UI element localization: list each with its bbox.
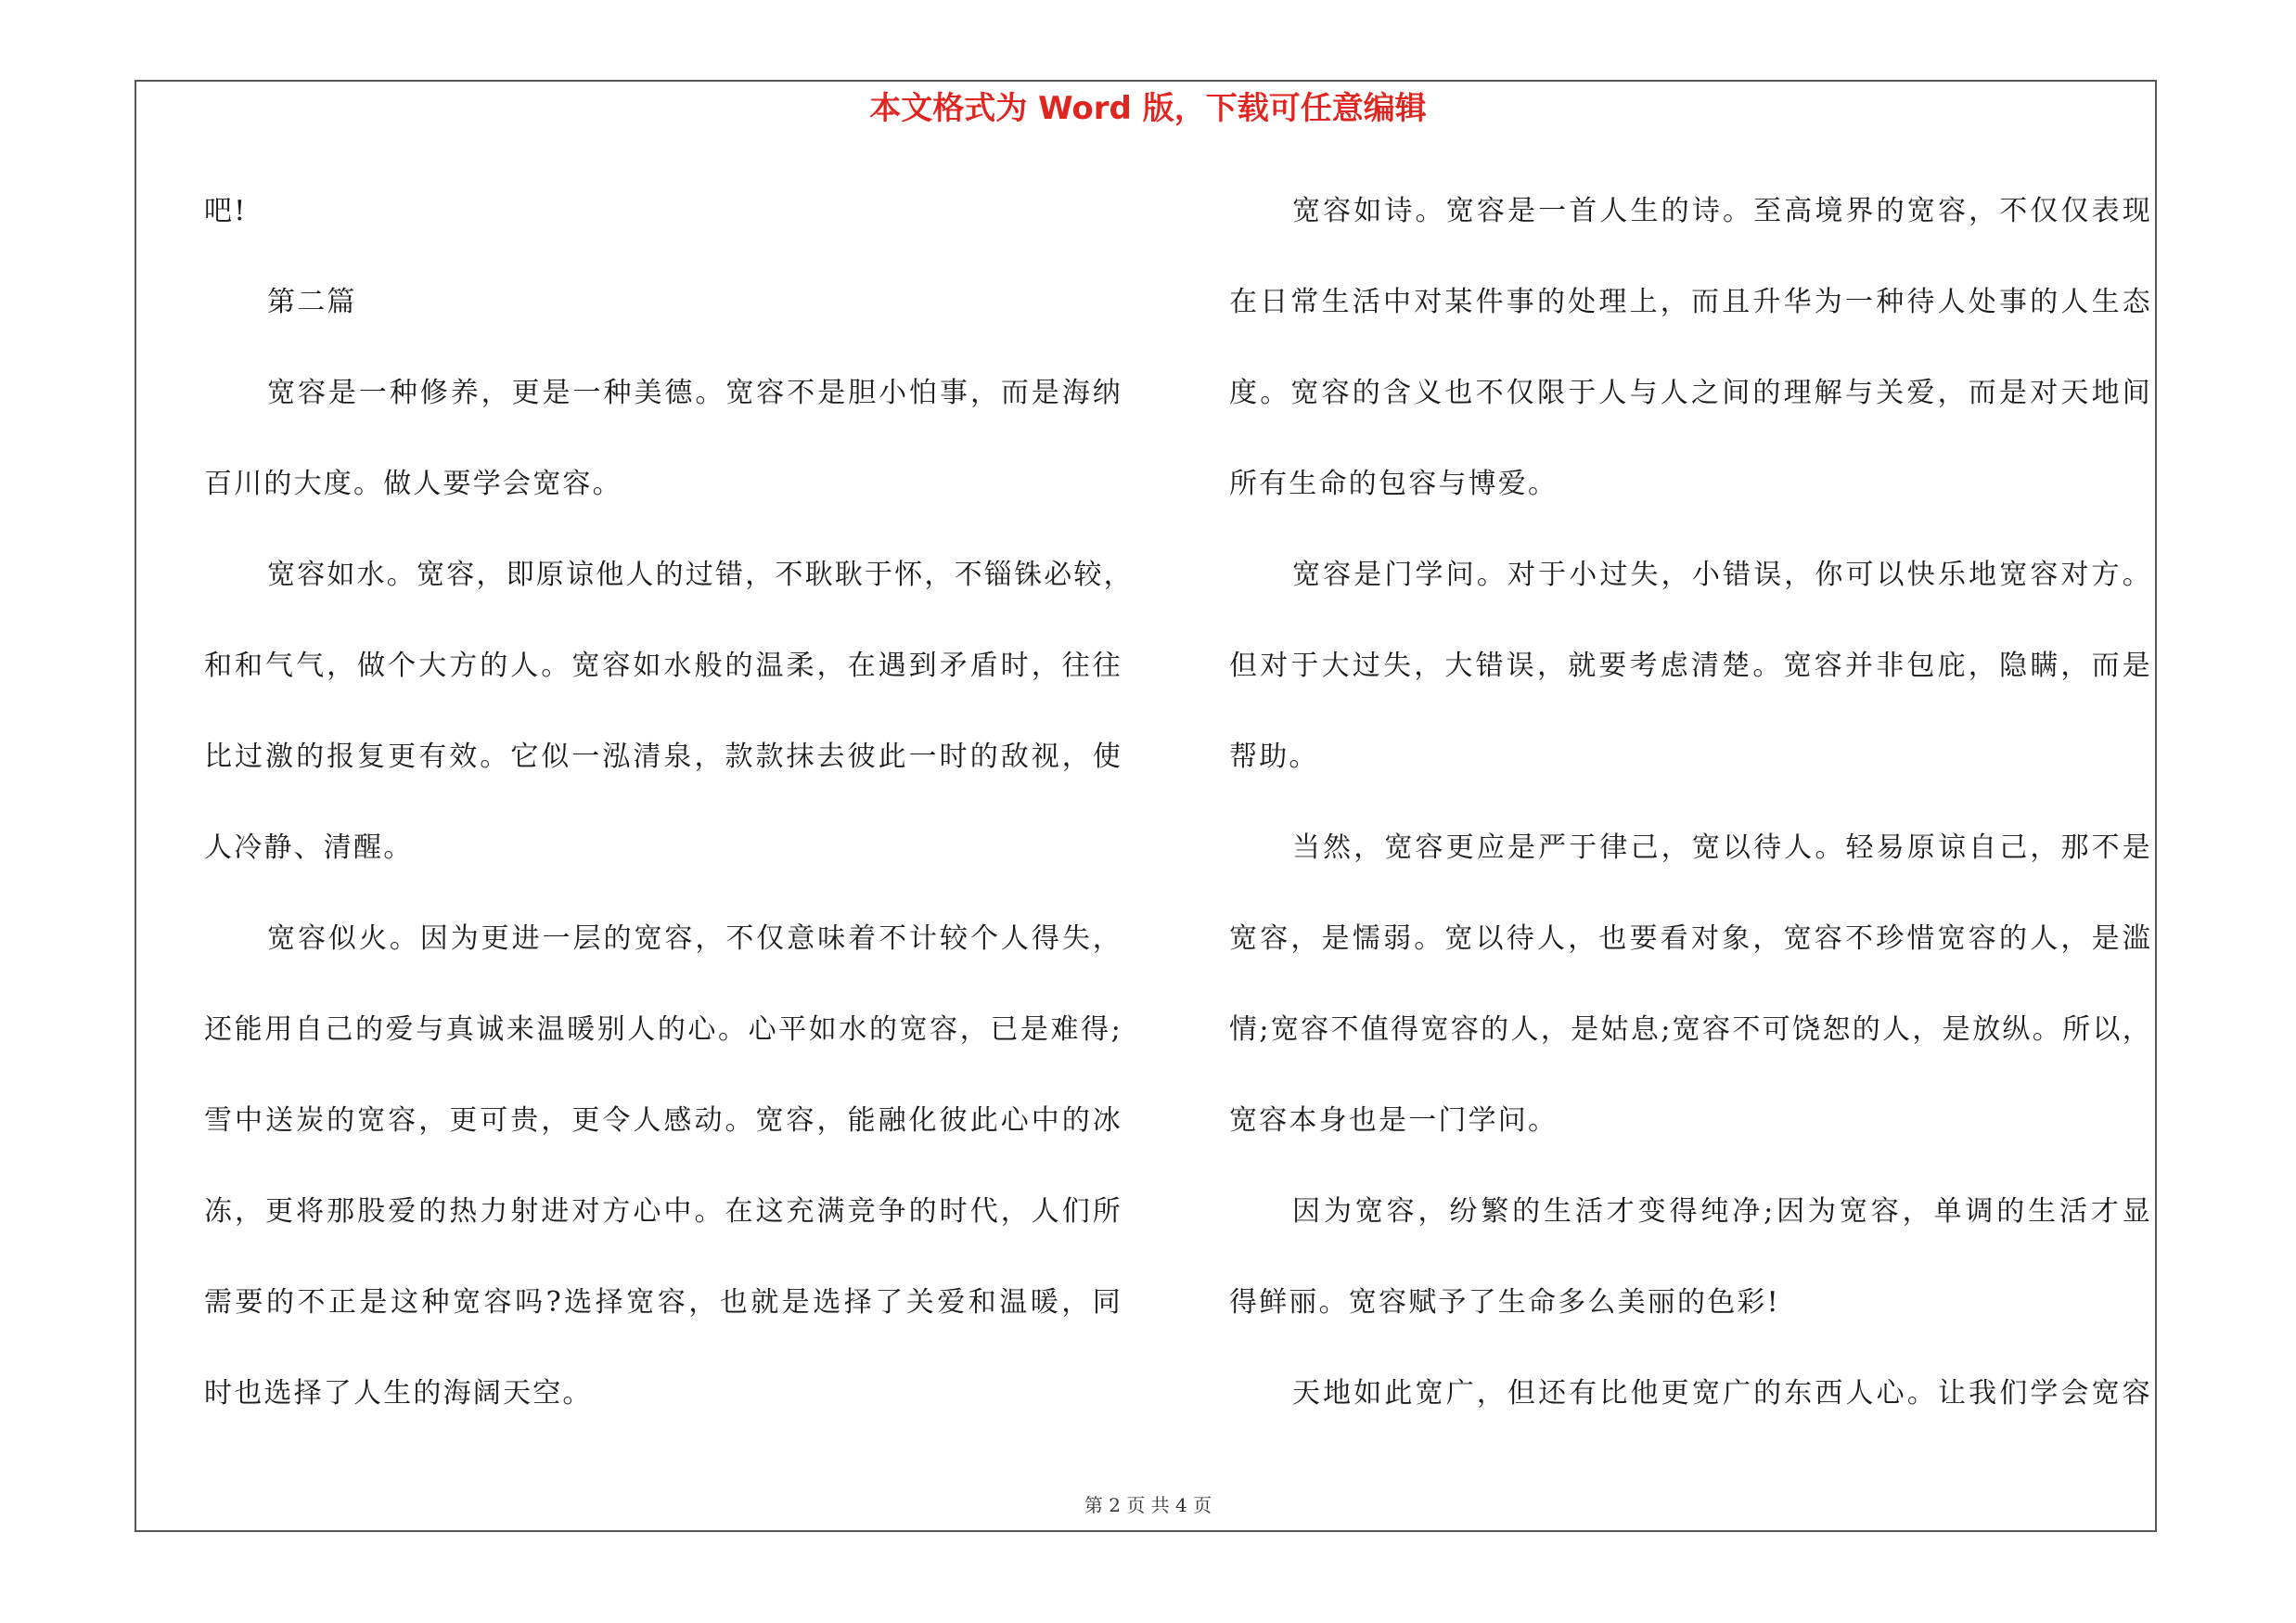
text-line: 还能用自己的爱与真诚来温暖别人的心。心平如水的宽容，已是难得; bbox=[204, 1013, 1122, 1046]
text-line: 度。宽容的含义也不仅限于人与人之间的理解与关爱，而是对天地间 bbox=[1229, 377, 2152, 409]
text-line: 天地如此宽广，但还有比他更宽广的东西人心。让我们学会宽容 bbox=[1292, 1377, 2152, 1410]
text-line: 当然，宽容更应是严于律己，宽以待人。轻易原谅自己，那不是 bbox=[1292, 831, 2152, 864]
format-banner: 本文格式为 Word 版，下载可任意编辑 bbox=[869, 90, 1427, 127]
text-line: 但对于大过失，大错误，就要考虑清楚。宽容并非包庇，隐瞒，而是 bbox=[1229, 650, 2152, 682]
page-number: 第 2 页 共 4 页 bbox=[1084, 1494, 1212, 1516]
text-line: 和和气气，做个大方的人。宽容如水般的温柔，在遇到矛盾时，往往 bbox=[204, 650, 1122, 682]
text-line: 所有生命的包容与博爱。 bbox=[1229, 468, 1558, 500]
right-column bbox=[1229, 184, 2152, 1457]
text-line: 宽容，是懦弱。宽以待人，也要看对象，宽容不珍惜宽容的人，是滥 bbox=[1229, 922, 2152, 955]
text-line: 因为宽容，纷繁的生活才变得纯净;因为宽容，单调的生活才显 bbox=[1292, 1195, 2152, 1228]
text-line: 时也选择了人生的海阔天空。 bbox=[204, 1377, 593, 1410]
text-line: 比过激的报复更有效。它似一泓清泉，款款抹去彼此一时的敌视，使 bbox=[204, 741, 1122, 773]
text-line: 吧! bbox=[204, 195, 248, 227]
text-line: 帮助。 bbox=[1229, 741, 1319, 773]
text-line: 得鲜丽。宽容赋予了生命多么美丽的色彩! bbox=[1229, 1286, 1780, 1319]
text-line: 情;宽容不值得宽容的人，是姑息;宽容不可饶恕的人，是放纵。所以， bbox=[1229, 1013, 2152, 1046]
section-heading: 第二篇 bbox=[267, 286, 357, 318]
text-line: 宽容是一种修养，更是一种美德。宽容不是胆小怕事，而是海纳 bbox=[267, 377, 1122, 409]
text-line: 人冷静、清醒。 bbox=[204, 831, 414, 864]
text-line: 宽容本身也是一门学问。 bbox=[1229, 1104, 1558, 1137]
text-line: 宽容似火。因为更进一层的宽容，不仅意味着不计较个人得失， bbox=[267, 922, 1122, 955]
text-line: 宽容是门学问。对于小过失，小错误，你可以快乐地宽容对方。 bbox=[1292, 559, 2152, 591]
text-line: 需要的不正是这种宽容吗?选择宽容，也就是选择了关爱和温暖，同 bbox=[204, 1286, 1122, 1319]
text-line: 在日常生活中对某件事的处理上，而且升华为一种待人处事的人生态 bbox=[1229, 286, 2152, 318]
text-line: 宽容如诗。宽容是一首人生的诗。至高境界的宽容，不仅仅表现 bbox=[1292, 195, 2152, 227]
text-line: 百川的大度。做人要学会宽容。 bbox=[204, 468, 622, 500]
text-line: 宽容如水。宽容，即原谅他人的过错，不耿耿于怀，不锱铢必较， bbox=[267, 559, 1134, 591]
text-line: 冻，更将那股爱的热力射进对方心中。在这充满竞争的时代，人们所 bbox=[204, 1195, 1122, 1228]
left-column bbox=[204, 184, 1134, 1457]
text-line: 雪中送炭的宽容，更可贵，更令人感动。宽容，能融化彼此心中的冰 bbox=[204, 1104, 1122, 1137]
